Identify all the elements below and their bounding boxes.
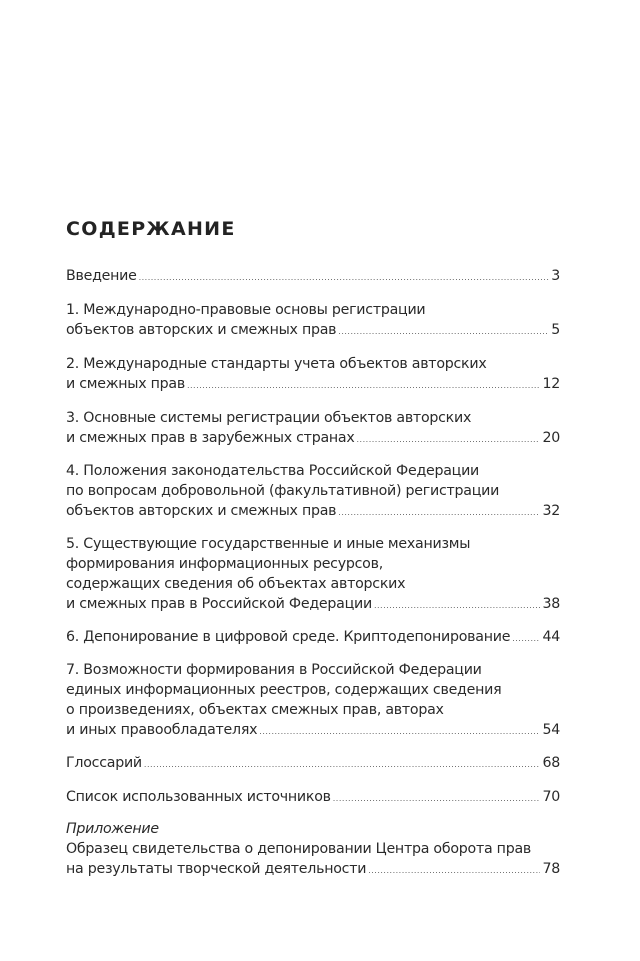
toc-entry-title-line: Список использованных источников: [66, 789, 331, 805]
toc-entry-title-line: Глоссарий: [66, 755, 142, 771]
dot-leader: [144, 758, 541, 772]
toc-entry-title-line: единых информационных реестров, содержащих сведения: [66, 682, 502, 698]
toc-entry-title-line: о произведениях, объектах смежных прав, авторах: [66, 702, 444, 718]
toc-entry-title-line: и смежных прав: [66, 376, 185, 392]
toc-entry-introduction[interactable]: [66, 266, 560, 286]
toc-entry-sources[interactable]: [66, 787, 560, 807]
dot-leader: [139, 271, 550, 285]
toc-entry-title-line: и смежных прав в зарубежных странах: [66, 430, 355, 446]
toc-entry-section-4[interactable]: [66, 461, 560, 521]
toc-page-number: 12: [542, 376, 560, 392]
toc-entry-appendix[interactable]: [66, 819, 560, 879]
toc-entry-title-line: 7. Возможности формирования в Российской Федерации: [66, 662, 482, 678]
toc-page-number: 5: [551, 322, 560, 338]
toc-entry-glossary[interactable]: [66, 753, 560, 773]
dot-leader: [338, 506, 540, 520]
toc-entry-title-line: объектов авторских и смежных прав: [66, 322, 337, 338]
toc-entry-title-line: и иных правообладателях: [66, 722, 258, 738]
dot-leader: [357, 433, 541, 447]
page-title: СОДЕРЖАНИЕ: [66, 218, 236, 240]
appendix-label: Приложение: [66, 821, 159, 837]
dot-leader: [187, 379, 540, 393]
dot-leader: [338, 325, 549, 339]
toc-entry-title-line: на результаты творческой деятельности: [66, 861, 367, 877]
toc-entry-title-line: объектов авторских и смежных прав: [66, 503, 337, 519]
toc-entry-section-6[interactable]: [66, 627, 560, 647]
dot-leader: [512, 632, 540, 646]
dot-leader: [333, 792, 541, 806]
toc-entry-title-line: 3. Основные системы регистрации объектов авторских: [66, 410, 472, 426]
toc-page-number: 70: [542, 789, 560, 805]
toc-entry-section-3[interactable]: [66, 408, 560, 448]
toc-entry-title-line: 5. Существующие государственные и иные механизмы: [66, 536, 471, 552]
toc-page-number: 38: [542, 596, 560, 612]
toc-entry-title-line: по вопросам добровольной (факультативной) регистрации: [66, 483, 500, 499]
toc-page-number: 20: [542, 430, 560, 446]
toc-entry-title-line: 1. Международно-правовые основы регистрации: [66, 302, 426, 318]
dot-leader: [368, 864, 540, 878]
toc-entry-title-line: Образец свидетельства о депонировании Центра оборота прав: [66, 841, 532, 857]
toc-entry-title-line: содержащих сведения об объектах авторских: [66, 576, 406, 592]
dot-leader: [259, 725, 540, 739]
toc-entry-title-line: 4. Положения законодательства Российской Федерации: [66, 463, 480, 479]
toc-page-number: 54: [542, 722, 560, 738]
toc-page-number: 44: [542, 629, 560, 645]
toc-entry-section-7[interactable]: [66, 660, 560, 740]
toc-page-number: 3: [551, 268, 560, 284]
table-of-contents: [66, 266, 560, 879]
toc-entry-title-line: и смежных прав в Российской Федерации: [66, 596, 372, 612]
toc-page-number: 68: [542, 755, 560, 771]
toc-entry-title-line: 2. Международные стандарты учета объектов авторских: [66, 356, 487, 372]
toc-entry-section-5[interactable]: [66, 534, 560, 614]
toc-page-number: 78: [542, 861, 560, 877]
toc-entry-title-line: 6. Депонирование в цифровой среде. Криптодепонирование: [66, 629, 511, 645]
toc-page-number: 32: [542, 503, 560, 519]
toc-entry-title-line: формирования информационных ресурсов,: [66, 556, 383, 572]
toc-entry-title: Введение: [66, 268, 137, 284]
dot-leader: [374, 599, 541, 613]
toc-entry-section-2[interactable]: [66, 354, 560, 394]
toc-entry-section-1[interactable]: [66, 300, 560, 340]
